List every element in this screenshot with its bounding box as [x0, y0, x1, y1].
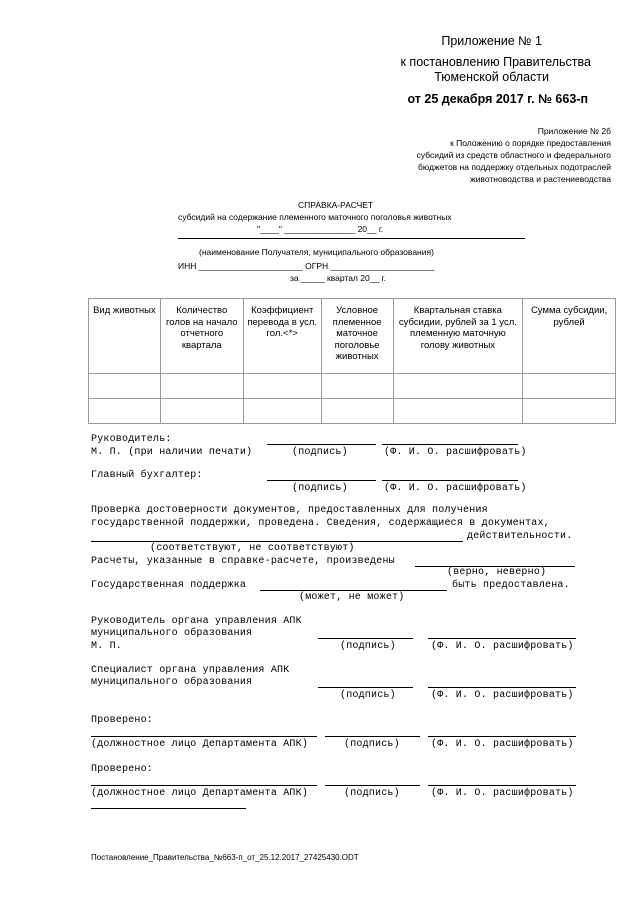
verified-2-fio-line[interactable]	[428, 785, 576, 786]
table-cell[interactable]	[243, 374, 321, 399]
verified-2-official-hint: (должностное лицо Департамента АПК)	[91, 788, 309, 799]
accountant-fio-line[interactable]	[382, 480, 518, 481]
apk-spec-fio-line[interactable]	[428, 687, 576, 688]
check-line-3: действительности.	[467, 531, 573, 542]
verified-1-official-line[interactable]	[91, 736, 317, 737]
apk-head-sign-hint: (подпись)	[340, 641, 396, 652]
check-line-1: Проверка достоверности документов, предоставленных для получения	[91, 505, 488, 516]
apk-head-fio-line[interactable]	[428, 638, 576, 639]
table-cell[interactable]	[523, 374, 616, 399]
table-row	[89, 374, 616, 399]
support-hint: (может, не может)	[299, 592, 405, 603]
table-cell[interactable]	[243, 399, 321, 424]
accountant-fio-hint: (Ф. И. О. расшифровать)	[384, 483, 527, 494]
recipient-line[interactable]	[178, 238, 525, 239]
col-quarterly-rate: Квартальная ставка субсидии, рублей за 1 усл. племенную маточную голову животных	[393, 299, 523, 374]
head-fio-hint: (Ф. И. О. расшифровать)	[384, 447, 527, 458]
sub-appendix-line-1: к Положению о порядке предоставления	[450, 138, 611, 148]
verified-label-2: Проверено:	[91, 764, 154, 775]
accountant-signature-line[interactable]	[267, 480, 376, 481]
apk-spec-sign-hint: (подпись)	[340, 690, 396, 701]
sub-appendix-line-4: животноводства и растениеводства	[469, 174, 611, 184]
head-sign-hint: (подпись)	[292, 447, 348, 458]
col-coefficient: Коэффициент перевода в усл. гол.<*>	[243, 299, 321, 374]
support-result-line[interactable]	[260, 590, 447, 591]
inn-ogrn-line: ИНН ______________________ ОГРН ______________________	[178, 261, 435, 271]
table-cell[interactable]	[393, 399, 523, 424]
apk-spec-signature-line[interactable]	[318, 687, 413, 688]
table-cell[interactable]	[89, 374, 161, 399]
col-animal-type: Вид животных	[89, 299, 161, 374]
sub-appendix-line-2: субсидий из средств областного и федерального	[416, 150, 611, 160]
sub-appendix-line-3: бюджетов на поддержку отдельных подотраслей	[418, 162, 611, 172]
col-conditional-livestock: Условное племенное маточное поголовье животных	[321, 299, 393, 374]
footnote-separator	[91, 808, 246, 809]
region-name: Тюменской области	[434, 70, 549, 84]
table-cell[interactable]	[160, 399, 243, 424]
apk-spec-line-2: муниципального образования	[91, 677, 253, 688]
col-subsidy-sum: Сумма субсидии, рублей	[523, 299, 616, 374]
check-hint: (соответствуют, не соответствуют)	[150, 543, 355, 554]
footer-filename: Постановление_Правительства_№663-п_от_25.12.2017_27425430.ODT	[91, 853, 359, 862]
verified-1-official-hint: (должностное лицо Департамента АПК)	[91, 739, 309, 750]
verified-label-1: Проверено:	[91, 715, 154, 726]
document-subject: субсидий на содержание племенного маточного поголовья животных	[178, 212, 452, 222]
apk-head-fio-hint: (Ф. И. О. расшифровать)	[431, 641, 574, 652]
verified-1-signature-line[interactable]	[325, 736, 420, 737]
table-cell[interactable]	[89, 399, 161, 424]
appendix-number: Приложение № 1	[441, 34, 542, 48]
support-label: Государственная поддержка	[91, 580, 247, 591]
verified-1-sign-hint: (подпись)	[344, 739, 400, 750]
table-cell[interactable]	[160, 374, 243, 399]
resolution-reference: к постановлению Правительства	[400, 55, 591, 69]
subsidy-table	[88, 298, 616, 424]
head-signature-line[interactable]	[267, 444, 376, 445]
document-title: СПРАВКА-РАСЧЕТ	[298, 200, 374, 210]
apk-spec-line-1: Специалист органа управления АПК	[91, 665, 290, 676]
verified-1-fio-hint: (Ф. И. О. расшифровать)	[431, 739, 574, 750]
recipient-hint: (наименование Получателя, муниципального образования)	[199, 247, 434, 257]
verified-2-sign-hint: (подпись)	[344, 788, 400, 799]
apk-head-signature-line[interactable]	[318, 638, 413, 639]
accountant-sign-hint: (подпись)	[292, 483, 348, 494]
calc-hint: (верно, неверно)	[447, 567, 547, 578]
verified-2-signature-line[interactable]	[325, 785, 420, 786]
verified-1-fio-line[interactable]	[428, 736, 576, 737]
verified-2-official-line[interactable]	[91, 785, 317, 786]
table-cell[interactable]	[393, 374, 523, 399]
apk-head-line-1: Руководитель органа управления АПК	[91, 616, 302, 627]
check-line-2: государственной поддержки, проведена. Сведения, содержащиеся в документах,	[91, 518, 550, 529]
table-header-row	[89, 299, 616, 374]
verified-2-fio-hint: (Ф. И. О. расшифровать)	[431, 788, 574, 799]
check-result-line[interactable]	[91, 541, 463, 542]
table-cell[interactable]	[523, 399, 616, 424]
chief-accountant-label: Главный бухгалтер:	[91, 470, 203, 481]
support-end: быть предоставлена.	[452, 580, 570, 591]
table-cell[interactable]	[321, 374, 393, 399]
head-label: Руководитель:	[91, 434, 172, 445]
table-cell[interactable]	[321, 399, 393, 424]
sub-appendix-number: Приложение № 2б	[537, 126, 611, 136]
calc-label: Расчеты, указанные в справке-расчете, произведены	[91, 556, 395, 567]
apk-head-mp: М. П.	[91, 641, 123, 652]
head-fio-line[interactable]	[382, 444, 518, 445]
col-head-count: Количество голов на начало отчетного квартала	[160, 299, 243, 374]
quarter-line: за _____ квартал 20__ г.	[290, 273, 386, 283]
stamp-label: М. П. (при наличии печати)	[91, 447, 253, 458]
resolution-date-number: от 25 декабря 2017 г. № 663-п	[407, 92, 588, 106]
apk-head-line-2: муниципального образования	[91, 628, 253, 639]
table-row	[89, 399, 616, 424]
document-date-line: "____" _______________ 20__ г.	[257, 224, 384, 234]
apk-spec-fio-hint: (Ф. И. О. расшифровать)	[431, 690, 574, 701]
